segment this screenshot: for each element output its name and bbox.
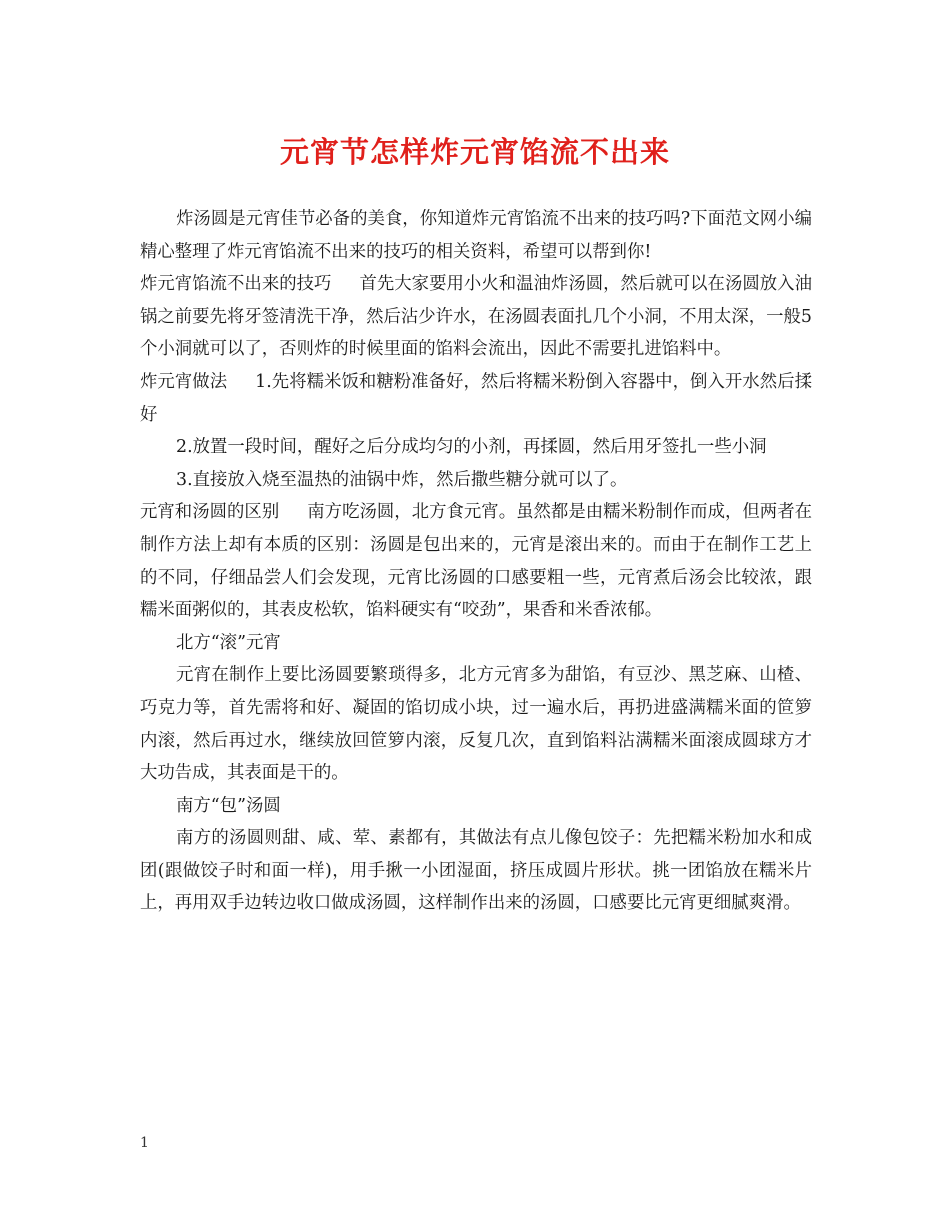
method-step-3: 3.直接放入烧至温热的油锅中炸，然后撒些糖分就可以了。 (176, 469, 628, 490)
method-paragraph (140, 366, 812, 431)
intro-paragraph: 炸汤圆是元宵佳节必备的美食，你知道炸元宵馅流不出来的技巧吗?下面范文网小编精心整理了炸元宵馅流不出来的技巧的相关资料，希望可以帮到你! (140, 209, 812, 262)
tips-paragraph (140, 268, 812, 366)
tips-heading: 炸元宵馅流不出来的技巧 (140, 274, 332, 295)
method-step-1: 1.先将糯米饭和糖粉准备好，然后将糯米粉倒入容器中，倒入开水然后揉好 (140, 371, 812, 425)
difference-body: 南方吃汤圆，北方食元宵。虽然都是由糯米粉制作而成，但两者在制作方法上却有本质的区别：汤圆是包出来的，元宵是滚出来的。而由于在制作工艺上的不同，仔细品尝人们会发现，元宵比汤圆的口感要粗一些，元宵煮后汤会比较浓，跟糯米面粥似的，其表皮松软，馅料硬实有“咬劲”，果香和米香浓郁。 (140, 502, 812, 621)
method-step-2: 2.放置一段时间，醒好之后分成均匀的小剂，再揉圆，然后用牙签扎一些小洞 (176, 437, 767, 458)
difference-paragraph (140, 496, 812, 626)
tips-body: 首先大家要用小火和温油炸汤圆，然后就可以在汤圆放入油锅之前要先将牙签清洗干净，然后沾少许水，在汤圆表面扎几个小洞，不用太深，一般5个小洞就可以了，否则炸的时候里面的馅料会流出，因此不需要扎进馅料中。 (140, 274, 812, 360)
difference-heading: 元宵和汤圆的区别 (140, 502, 280, 523)
article-body (140, 203, 812, 920)
method-heading: 炸元宵做法 (140, 371, 228, 392)
north-heading: 北方“滚”元宵 (176, 632, 281, 653)
south-heading: 南方“包”汤圆 (176, 795, 281, 816)
page-number: 1 (140, 1135, 149, 1151)
south-body: 南方的汤圆则甜、咸、荤、素都有，其做法有点儿像包饺子：先把糯米粉加水和成团(跟做饺子时和面一样)，用手揪一小团湿面，挤压成圆片形状。挑一团馅放在糯米片上，再用双手边转边收口做成汤圆，这样制作出来的汤圆，口感要比元宵更细腻爽滑。 (140, 828, 812, 914)
page-title: 元宵节怎样炸元宵馅流不出来 (279, 135, 670, 169)
north-body: 元宵在制作上要比汤圆要繁琐得多，北方元宵多为甜馅，有豆沙、黑芝麻、山楂、巧克力等，首先需将和好、凝固的馅切成小块，过一遍水后，再扔进盛满糯米面的笸箩内滚，然后再过水，继续放回笸箩内滚，反复几次，直到馅料沾满糯米面滚成圆球方才大功告成，其表面是干的。 (140, 665, 812, 784)
